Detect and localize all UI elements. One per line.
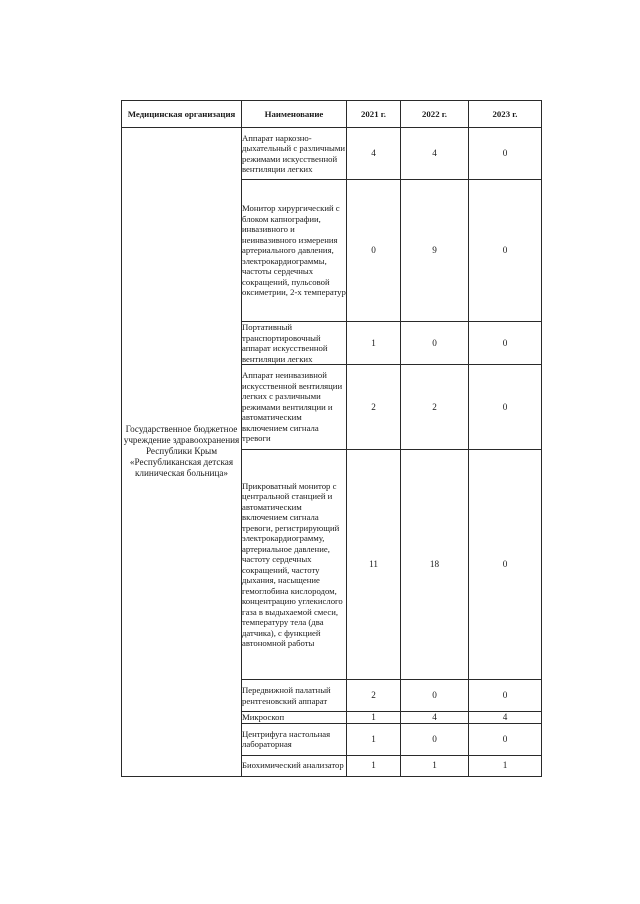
value-2021: 0 bbox=[347, 180, 401, 322]
value-2022: 4 bbox=[401, 128, 469, 180]
equipment-name: Портативный транспортировочный аппарат искусственной вентиляции легких bbox=[242, 322, 347, 365]
value-2023: 0 bbox=[469, 365, 542, 450]
value-2021: 11 bbox=[347, 450, 401, 680]
value-2023: 0 bbox=[469, 128, 542, 180]
value-2023: 1 bbox=[469, 755, 542, 776]
equipment-name: Передвижной палатный рентгеновский аппарат bbox=[242, 680, 347, 712]
value-2021: 2 bbox=[347, 680, 401, 712]
header-org: Медицинская организация bbox=[122, 101, 242, 128]
equipment-name: Прикроватный монитор с центральной станцией и автоматическим включением сигнала тревоги, регистрирующий электрокардиограмму, артериальное давление, частоту сердечных сокращений, частоту дыхания, насыщение гемоглобина кислородом, концентрацию углекислого газа в выдыхаемой смеси, температуру тела (два датчика), с функцией автономной работы bbox=[242, 450, 347, 680]
value-2021: 4 bbox=[347, 128, 401, 180]
value-2023: 0 bbox=[469, 180, 542, 322]
value-2021: 2 bbox=[347, 365, 401, 450]
organization-cell: Государственное бюджетное учреждение здравоохранения Республики Крым «Республиканская детская клиническая больница» bbox=[122, 128, 242, 777]
value-2022: 1 bbox=[401, 755, 469, 776]
equipment-name: Микроскоп bbox=[242, 712, 347, 724]
value-2023: 0 bbox=[469, 723, 542, 755]
value-2022: 2 bbox=[401, 365, 469, 450]
value-2022: 0 bbox=[401, 723, 469, 755]
value-2021: 1 bbox=[347, 723, 401, 755]
value-2022: 0 bbox=[401, 322, 469, 365]
equipment-name: Монитор хирургический с блоком капнографии, инвазивного и неинвазивного измерения артериального давления, электрокардиограммы, частоты сердечных сокращений, пульсовой оксиметрии, 2-х температур bbox=[242, 180, 347, 322]
value-2023: 0 bbox=[469, 450, 542, 680]
equipment-table bbox=[121, 100, 542, 777]
table-row bbox=[122, 128, 542, 180]
value-2023: 0 bbox=[469, 680, 542, 712]
header-2021: 2021 г. bbox=[347, 101, 401, 128]
table-header-row bbox=[122, 101, 542, 128]
equipment-name: Аппарат наркозно-дыхательный с различными режимами искусственной вентиляции легких bbox=[242, 128, 347, 180]
value-2022: 18 bbox=[401, 450, 469, 680]
header-name: Наименование bbox=[242, 101, 347, 128]
value-2022: 4 bbox=[401, 712, 469, 724]
header-2022: 2022 г. bbox=[401, 101, 469, 128]
value-2023: 0 bbox=[469, 322, 542, 365]
value-2023: 4 bbox=[469, 712, 542, 724]
equipment-name: Центрифуга настольная лабораторная bbox=[242, 723, 347, 755]
value-2022: 9 bbox=[401, 180, 469, 322]
value-2022: 0 bbox=[401, 680, 469, 712]
value-2021: 1 bbox=[347, 322, 401, 365]
equipment-name: Аппарат неинвазивной искусственной вентиляции легких с различными режимами вентиляции и автоматическим включением сигнала тревоги bbox=[242, 365, 347, 450]
equipment-name: Биохимический анализатор bbox=[242, 755, 347, 776]
value-2021: 1 bbox=[347, 755, 401, 776]
header-2023: 2023 г. bbox=[469, 101, 542, 128]
value-2021: 1 bbox=[347, 712, 401, 724]
